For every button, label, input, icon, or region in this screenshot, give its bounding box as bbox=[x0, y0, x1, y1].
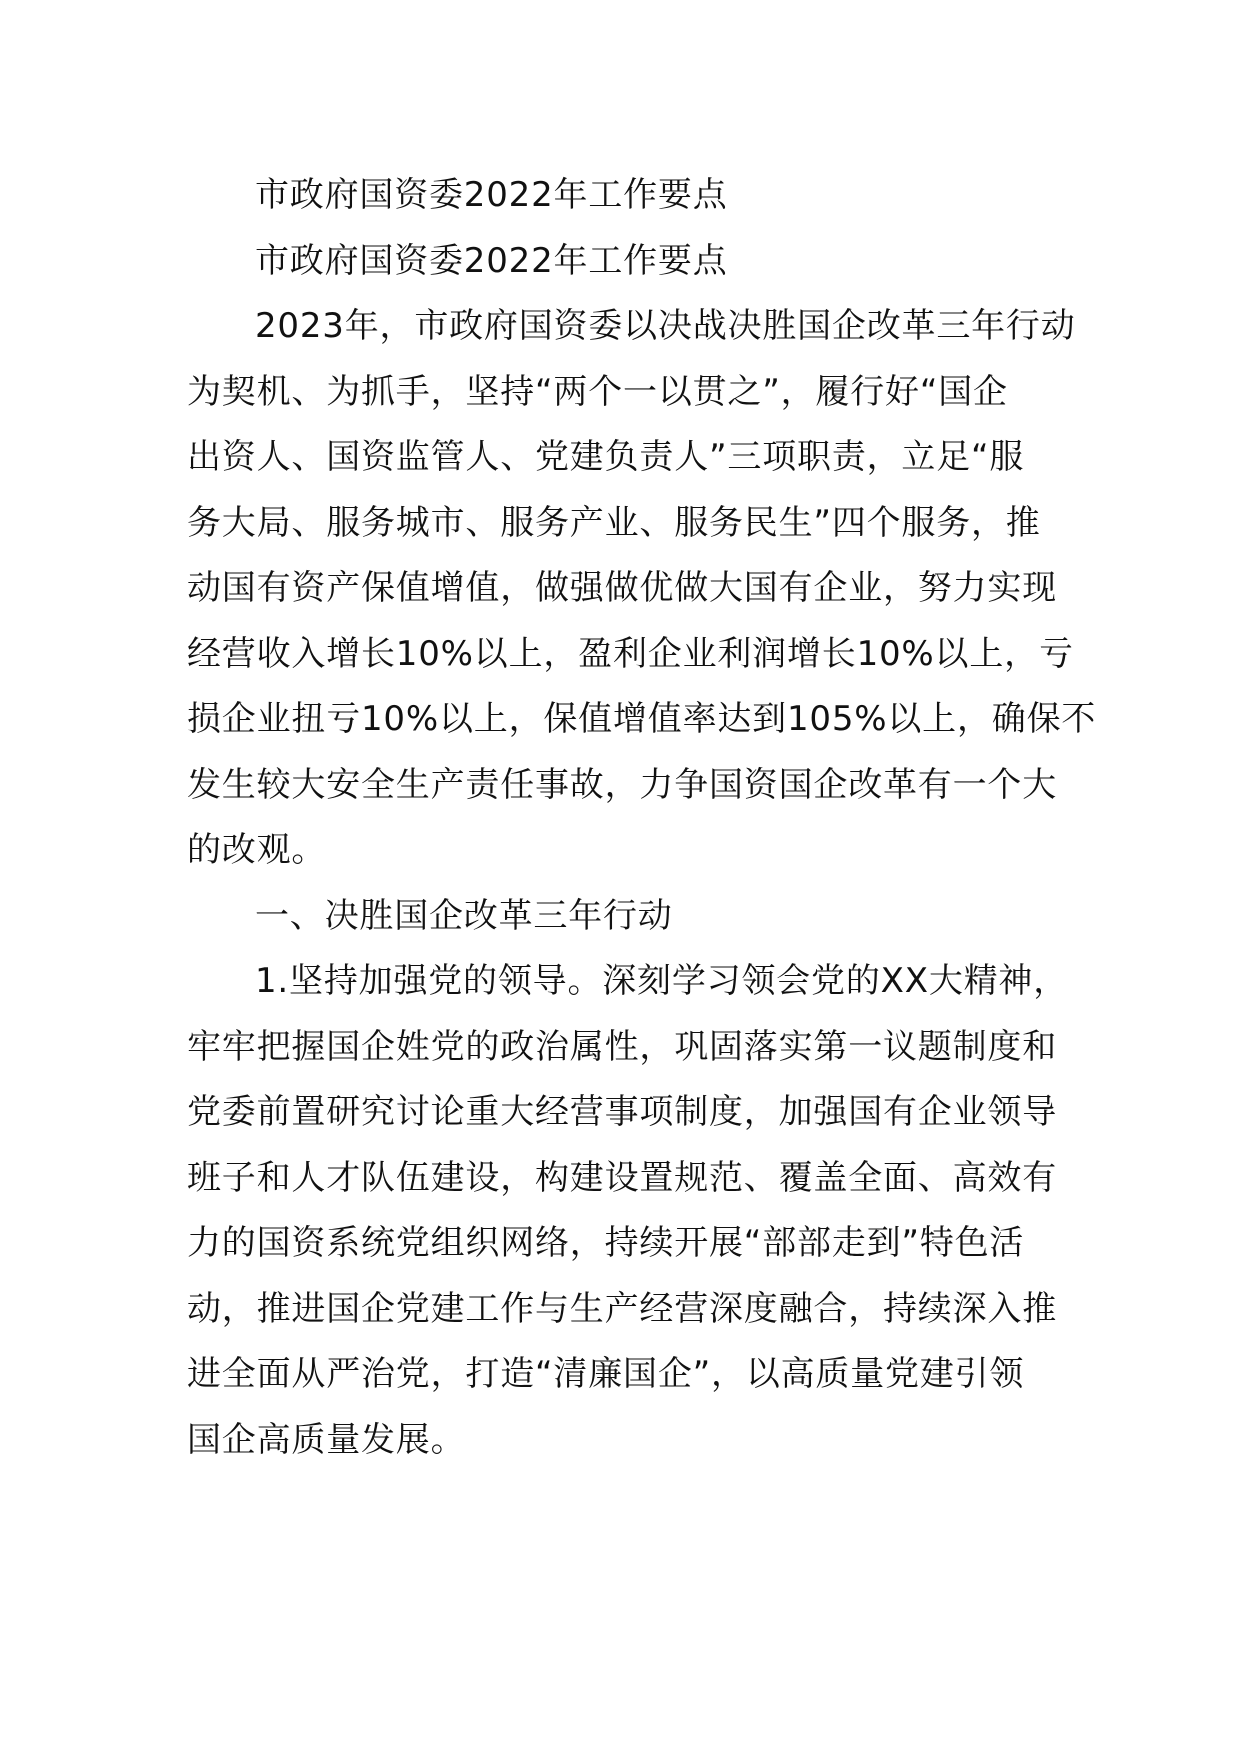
intro-line: 2023年，市政府国资委以决战决胜国企改革三年行动 bbox=[255, 306, 1076, 346]
item-line: 1.坚持加强党的领导。深刻学习领会党的XX大精神， bbox=[255, 961, 1069, 1001]
item-line: 党委前置研究讨论重大经营事项制度，加强国有企业领导 bbox=[187, 1092, 1057, 1132]
section-heading: 一、决胜国企改革三年行动 bbox=[255, 895, 673, 936]
intro-line: 损企业扭亏10%以上，保值增值率达到105%以上，确保不 bbox=[187, 699, 1097, 739]
item-line: 班子和人才队伍建设，构建设置规范、覆盖全面、高效有 bbox=[187, 1157, 1057, 1198]
item-line: 牢牢把握国企姓党的政治属性，巩固落实第一议题制度和 bbox=[187, 1026, 1057, 1067]
document-title: 市政府国资委2022年工作要点 bbox=[255, 175, 728, 215]
item-line: 国企高质量发展。 bbox=[187, 1419, 466, 1460]
intro-line: 发生较大安全生产责任事故，力争国资国企改革有一个大 bbox=[187, 764, 1057, 805]
intro-paragraph bbox=[187, 294, 1097, 884]
intro-line: 出资人、国资监管人、党建负责人”三项职责，立足“服 bbox=[187, 437, 1025, 477]
intro-line: 经营收入增长10%以上，盈利企业利润增长10%以上，亏 bbox=[187, 633, 1074, 674]
document-title-repeat: 市政府国资委2022年工作要点 bbox=[255, 240, 728, 281]
item-line: 进全面从严治党，打造“清廉国企”，以高质量党建引领 bbox=[187, 1354, 1025, 1394]
item-line: 力的国资系统党组织网络，持续开展“部部走到”特色活 bbox=[187, 1223, 1025, 1263]
intro-line: 的改观。 bbox=[187, 830, 327, 870]
item-1-paragraph bbox=[187, 949, 1069, 1473]
document-body bbox=[187, 163, 1097, 1473]
intro-line: 动国有资产保值增值，做强做优做大国有企业，努力实现 bbox=[187, 568, 1057, 608]
intro-line: 务大局、服务城市、服务产业、服务民生”四个服务，推 bbox=[187, 502, 1041, 543]
item-line: 动，推进国企党建工作与生产经营深度融合，持续深入推 bbox=[187, 1288, 1057, 1329]
intro-line: 为契机、为抓手，坚持“两个一以贯之”，履行好“国企 bbox=[187, 371, 1008, 412]
